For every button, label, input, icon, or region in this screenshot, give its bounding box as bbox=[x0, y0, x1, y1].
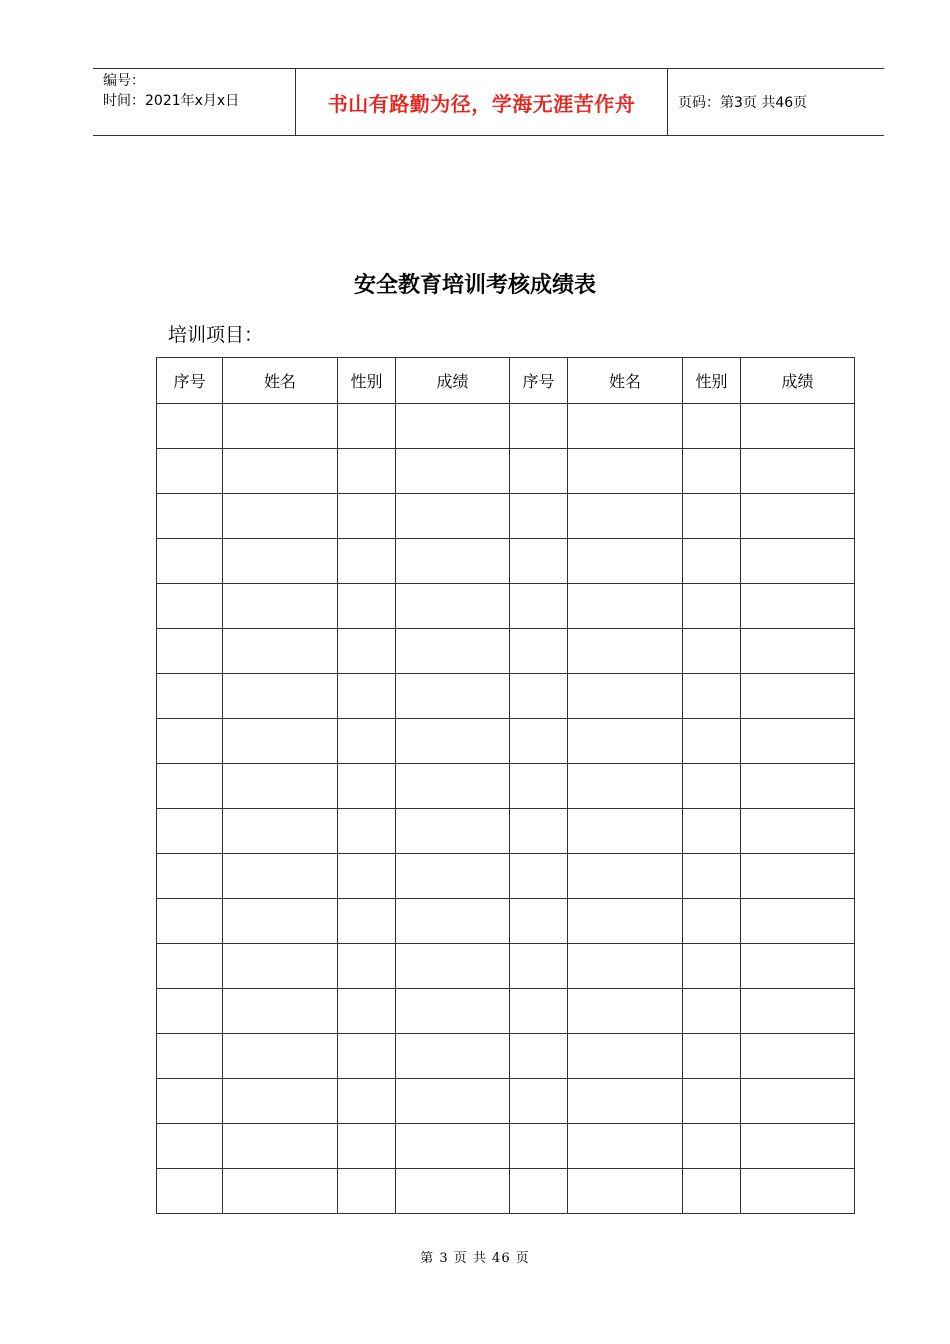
table-cell[interactable] bbox=[510, 764, 568, 809]
header-page-info: 页码：第3页 共46页 bbox=[678, 95, 808, 111]
table-cell[interactable] bbox=[568, 1079, 683, 1124]
table-cell[interactable] bbox=[683, 539, 741, 584]
table-cell[interactable] bbox=[683, 899, 741, 944]
table-cell[interactable] bbox=[741, 404, 855, 449]
table-cell[interactable] bbox=[741, 584, 855, 629]
table-cell[interactable] bbox=[510, 494, 568, 539]
column-header-name-2: 姓名 bbox=[568, 358, 683, 404]
table-cell[interactable] bbox=[568, 989, 683, 1034]
table-cell[interactable] bbox=[510, 1079, 568, 1124]
table-cell[interactable] bbox=[338, 404, 396, 449]
table-cell[interactable] bbox=[741, 944, 855, 989]
table-cell[interactable] bbox=[510, 989, 568, 1034]
table-cell[interactable] bbox=[396, 944, 510, 989]
table-cell[interactable] bbox=[223, 989, 338, 1034]
table-cell[interactable] bbox=[157, 1034, 223, 1079]
table-row bbox=[157, 584, 855, 629]
table-cell[interactable] bbox=[223, 1124, 338, 1169]
table-cell[interactable] bbox=[510, 1169, 568, 1214]
table-cell[interactable] bbox=[568, 1034, 683, 1079]
table-cell[interactable] bbox=[568, 764, 683, 809]
table-cell[interactable] bbox=[568, 944, 683, 989]
table-cell[interactable] bbox=[568, 1124, 683, 1169]
table-cell[interactable] bbox=[683, 1079, 741, 1124]
table-cell[interactable] bbox=[396, 719, 510, 764]
column-header-gender: 性别 bbox=[338, 358, 396, 404]
table-cell[interactable] bbox=[683, 1169, 741, 1214]
table-cell[interactable] bbox=[683, 809, 741, 854]
table-cell[interactable] bbox=[741, 449, 855, 494]
table-cell[interactable] bbox=[510, 1034, 568, 1079]
table-cell[interactable] bbox=[396, 809, 510, 854]
table-cell[interactable] bbox=[157, 494, 223, 539]
table-cell[interactable] bbox=[741, 494, 855, 539]
table-cell[interactable] bbox=[338, 944, 396, 989]
table-row bbox=[157, 1124, 855, 1169]
table-cell[interactable] bbox=[683, 1034, 741, 1079]
table-cell[interactable] bbox=[396, 404, 510, 449]
table-cell[interactable] bbox=[683, 584, 741, 629]
table-cell[interactable] bbox=[683, 629, 741, 674]
table-cell[interactable] bbox=[338, 1169, 396, 1214]
table-cell[interactable] bbox=[510, 674, 568, 719]
table-cell[interactable] bbox=[683, 854, 741, 899]
table-cell[interactable] bbox=[396, 539, 510, 584]
table-cell[interactable] bbox=[223, 449, 338, 494]
table-cell[interactable] bbox=[157, 539, 223, 584]
table-cell[interactable] bbox=[338, 1124, 396, 1169]
table-cell[interactable] bbox=[157, 584, 223, 629]
table-cell[interactable] bbox=[396, 764, 510, 809]
table-cell[interactable] bbox=[741, 899, 855, 944]
table-row bbox=[157, 719, 855, 764]
column-header-seq: 序号 bbox=[157, 358, 223, 404]
table-cell[interactable] bbox=[741, 629, 855, 674]
table-cell[interactable] bbox=[510, 944, 568, 989]
table-cell[interactable] bbox=[568, 1169, 683, 1214]
table-cell[interactable] bbox=[223, 1034, 338, 1079]
table-cell[interactable] bbox=[568, 719, 683, 764]
table-cell[interactable] bbox=[223, 854, 338, 899]
document-number-label: 编号： bbox=[103, 73, 145, 89]
table-cell[interactable] bbox=[396, 584, 510, 629]
table-cell[interactable] bbox=[741, 1079, 855, 1124]
grades-table bbox=[156, 357, 855, 1214]
table-cell[interactable] bbox=[157, 989, 223, 1034]
table-cell[interactable] bbox=[396, 674, 510, 719]
table-row bbox=[157, 944, 855, 989]
table-row bbox=[157, 989, 855, 1034]
table-cell[interactable] bbox=[338, 764, 396, 809]
table-row bbox=[157, 494, 855, 539]
table-header-row bbox=[157, 358, 855, 404]
table-cell[interactable] bbox=[157, 1124, 223, 1169]
table-cell[interactable] bbox=[510, 809, 568, 854]
table-cell[interactable] bbox=[396, 899, 510, 944]
table-cell[interactable] bbox=[683, 494, 741, 539]
table-row bbox=[157, 1034, 855, 1079]
table-cell[interactable] bbox=[223, 1079, 338, 1124]
table-cell[interactable] bbox=[338, 809, 396, 854]
table-cell[interactable] bbox=[568, 629, 683, 674]
table-cell[interactable] bbox=[396, 854, 510, 899]
table-cell[interactable] bbox=[223, 539, 338, 584]
table-row bbox=[157, 629, 855, 674]
table-cell[interactable] bbox=[683, 404, 741, 449]
table-cell[interactable] bbox=[396, 1124, 510, 1169]
table-cell[interactable] bbox=[338, 674, 396, 719]
table-cell[interactable] bbox=[510, 404, 568, 449]
table-row bbox=[157, 1079, 855, 1124]
table-cell[interactable] bbox=[223, 944, 338, 989]
table-cell[interactable] bbox=[338, 1034, 396, 1079]
table-cell[interactable] bbox=[223, 719, 338, 764]
table-cell[interactable] bbox=[510, 449, 568, 494]
table-cell[interactable] bbox=[510, 584, 568, 629]
table-cell[interactable] bbox=[510, 854, 568, 899]
table-cell[interactable] bbox=[338, 449, 396, 494]
table-cell[interactable] bbox=[157, 899, 223, 944]
table-cell[interactable] bbox=[157, 719, 223, 764]
table-cell[interactable] bbox=[741, 1034, 855, 1079]
table-cell[interactable] bbox=[157, 764, 223, 809]
table-cell[interactable] bbox=[510, 539, 568, 584]
table-cell[interactable] bbox=[223, 674, 338, 719]
table-cell[interactable] bbox=[157, 674, 223, 719]
table-cell[interactable] bbox=[396, 1079, 510, 1124]
table-row bbox=[157, 674, 855, 719]
table-cell[interactable] bbox=[683, 719, 741, 764]
table-cell[interactable] bbox=[338, 1079, 396, 1124]
table-row bbox=[157, 899, 855, 944]
column-header-seq-2: 序号 bbox=[510, 358, 568, 404]
document-time-label: 时间：2021年x月x日 bbox=[103, 93, 240, 109]
table-cell[interactable] bbox=[223, 494, 338, 539]
table-row bbox=[157, 449, 855, 494]
table-cell[interactable] bbox=[568, 539, 683, 584]
table-cell[interactable] bbox=[683, 989, 741, 1034]
table-cell[interactable] bbox=[396, 494, 510, 539]
table-cell[interactable] bbox=[683, 1124, 741, 1169]
table-cell[interactable] bbox=[338, 629, 396, 674]
table-cell[interactable] bbox=[568, 809, 683, 854]
table-cell[interactable] bbox=[568, 449, 683, 494]
table-cell[interactable] bbox=[338, 494, 396, 539]
table-row bbox=[157, 854, 855, 899]
table-cell[interactable] bbox=[741, 989, 855, 1034]
table-cell[interactable] bbox=[683, 674, 741, 719]
column-header-gender-2: 性别 bbox=[683, 358, 741, 404]
header-page-info-cell bbox=[668, 69, 884, 135]
table-cell[interactable] bbox=[223, 809, 338, 854]
table-cell[interactable] bbox=[223, 1169, 338, 1214]
table-cell[interactable] bbox=[683, 764, 741, 809]
header-motto-cell bbox=[295, 69, 668, 135]
table-cell[interactable] bbox=[396, 1169, 510, 1214]
table-row bbox=[157, 764, 855, 809]
document-title: 安全教育培训考核成绩表 bbox=[353, 273, 596, 298]
table-cell[interactable] bbox=[568, 404, 683, 449]
table-cell[interactable] bbox=[741, 809, 855, 854]
table-cell[interactable] bbox=[510, 899, 568, 944]
table-cell[interactable] bbox=[683, 449, 741, 494]
grades-table-body bbox=[157, 404, 855, 1214]
table-cell[interactable] bbox=[741, 1169, 855, 1214]
table-cell[interactable] bbox=[157, 449, 223, 494]
table-cell[interactable] bbox=[510, 719, 568, 764]
table-cell[interactable] bbox=[741, 719, 855, 764]
table-cell[interactable] bbox=[741, 1124, 855, 1169]
table-cell[interactable] bbox=[568, 584, 683, 629]
table-cell[interactable] bbox=[510, 1124, 568, 1169]
page-footer: 第 3 页 共 46 页 bbox=[420, 1251, 530, 1266]
table-cell[interactable] bbox=[568, 494, 683, 539]
table-cell[interactable] bbox=[157, 1169, 223, 1214]
training-project-label: 培训项目： bbox=[168, 324, 264, 346]
table-row bbox=[157, 809, 855, 854]
table-cell[interactable] bbox=[338, 899, 396, 944]
table-cell[interactable] bbox=[223, 629, 338, 674]
table-row bbox=[157, 539, 855, 584]
table-cell[interactable] bbox=[741, 539, 855, 584]
table-cell[interactable] bbox=[157, 629, 223, 674]
table-cell[interactable] bbox=[338, 989, 396, 1034]
table-cell[interactable] bbox=[223, 764, 338, 809]
page-header bbox=[93, 68, 884, 136]
table-cell[interactable] bbox=[741, 764, 855, 809]
table-cell[interactable] bbox=[510, 629, 568, 674]
table-cell[interactable] bbox=[741, 854, 855, 899]
table-cell[interactable] bbox=[338, 539, 396, 584]
header-motto: 书山有路勤为径，学海无涯苦作舟 bbox=[327, 91, 636, 116]
table-cell[interactable] bbox=[396, 449, 510, 494]
table-cell[interactable] bbox=[157, 854, 223, 899]
header-meta bbox=[93, 69, 295, 135]
table-cell[interactable] bbox=[223, 404, 338, 449]
table-row bbox=[157, 1169, 855, 1214]
table-cell[interactable] bbox=[223, 584, 338, 629]
table-cell[interactable] bbox=[157, 944, 223, 989]
table-cell[interactable] bbox=[338, 719, 396, 764]
table-cell[interactable] bbox=[223, 899, 338, 944]
table-cell[interactable] bbox=[396, 1034, 510, 1079]
table-cell[interactable] bbox=[568, 899, 683, 944]
table-cell[interactable] bbox=[683, 944, 741, 989]
column-header-name: 姓名 bbox=[223, 358, 338, 404]
table-cell[interactable] bbox=[568, 854, 683, 899]
table-cell[interactable] bbox=[396, 989, 510, 1034]
table-cell[interactable] bbox=[741, 674, 855, 719]
table-cell[interactable] bbox=[568, 674, 683, 719]
table-cell[interactable] bbox=[157, 809, 223, 854]
table-cell[interactable] bbox=[157, 404, 223, 449]
table-cell[interactable] bbox=[396, 629, 510, 674]
column-header-score: 成绩 bbox=[396, 358, 510, 404]
column-header-score-2: 成绩 bbox=[741, 358, 855, 404]
table-cell[interactable] bbox=[338, 584, 396, 629]
table-row bbox=[157, 404, 855, 449]
table-cell[interactable] bbox=[338, 854, 396, 899]
table-cell[interactable] bbox=[157, 1079, 223, 1124]
